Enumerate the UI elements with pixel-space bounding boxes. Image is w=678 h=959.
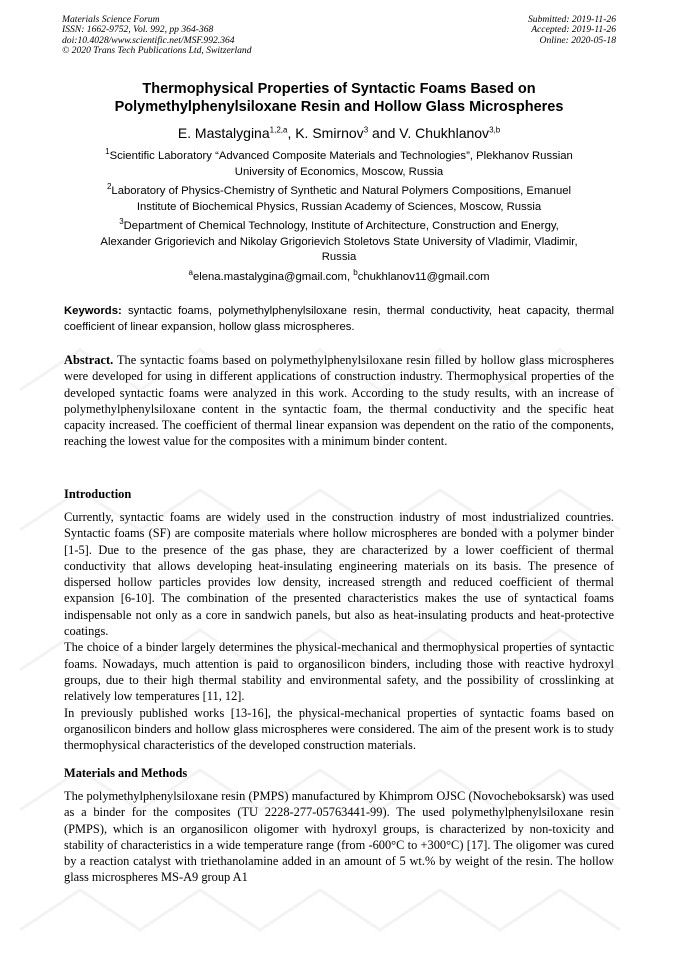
author-name: V. Chukhlanov — [399, 125, 490, 141]
author-name: E. Mastalygina — [177, 125, 270, 141]
section-heading-introduction: Introduction — [64, 487, 132, 501]
affiliation-text: Alexander Grigorievich and Nikolay Grigorievich Stoletovs State University of Vladimir, Vladimir, — [100, 235, 578, 248]
journal-info — [62, 15, 252, 56]
affiliation-text: Department of Chemical Technology, Institute of Architecture, Construction and Energy, — [123, 220, 559, 232]
submitted-date: Submitted: 2019-11-26 — [527, 14, 616, 25]
doi-line[interactable]: doi:10.4028/www.scientific.net/MSF.992.364 — [62, 34, 235, 46]
contact-emails — [62, 270, 616, 285]
email-mark: b — [353, 268, 358, 278]
abstract-text: The syntactic foams based on polymethylphenylsiloxane resin filled by hollow glass microspheres were developed for using in different applications of construction industry. Thermophysical properties of the developed syntactic foams were analyzed in this work. According to the study results, with an increase of polymethylphenylsiloxane content in the syntactic foam, the thermal conductivity and the specific heat capacity increased. The coefficient of thermal linear expansion was dependent on the ratio of the components, reaching the lowest value for the composites with a minimum binder content. — [64, 353, 614, 449]
author-affiliation-mark: 1,2,a — [269, 125, 288, 135]
accepted-date: Accepted: 2019-11-26 — [531, 24, 616, 36]
affiliation-text: University of Economics, Moscow, Russia — [234, 165, 444, 178]
affiliation-text: Laboratory of Physics-Chemistry of Synthetic and Natural Polymers Compositions, Emanuel — [111, 185, 572, 197]
abstract-block — [64, 352, 614, 450]
paragraph: The polymethylphenylsiloxane resin (PMPS) manufactured by Khimprom OJSC (Novocheboksarsk) was used as a binder for the composites (TU 2228-277-05763441-99). The used polymethylphenylsiloxane resin (PMPS), which is an organosilicon oligomer with hydroxyl groups, is characterized by non-toxicity and stability of characteristics in a wide temperature range (from -600°C to +300°C) [17]. The oligomer was cured by a reaction catalyst with triethanolamine added in an amount of 5 wt.% by weight of the resin. The hollow glass microspheres MS-A9 group A1 — [64, 789, 614, 885]
copyright-line: © 2020 Trans Tech Publications Ltd, Switzerland — [62, 44, 252, 56]
author-affiliation-mark: 3,b — [489, 125, 501, 135]
affiliation-2 — [62, 184, 616, 215]
author-name: K. Smirnov — [295, 125, 364, 141]
affiliation-number: 2 — [106, 182, 112, 192]
paragraph: The choice of a binder largely determines the physical-mechanical and thermophysical properties of syntactic foams. Nowadays, much attention is paid to organosilicon binders, including those with reactive hydroxyl groups, due to their high thermal stability and environmental safety, and the possibility of crosslinking at relatively low temperatures [11, 12]. — [64, 640, 614, 704]
author-list — [40, 124, 638, 142]
affiliation-1 — [62, 149, 616, 180]
keywords-text: syntactic foams, polymethylphenylsiloxane resin, thermal conductivity, heat capacity, thermal coefficient of linear expansion, hollow glass microspheres. — [64, 305, 614, 333]
online-date: Online: 2020-05-18 — [539, 34, 616, 46]
paragraph: In previously published works [13-16], the physical-mechanical properties of syntactic foams based on organosilicon binders and hollow glass microspheres were considered. The aim of the present work is to study thermophysical characteristics of the developed construction materials. — [64, 705, 614, 753]
methods-body — [64, 788, 614, 886]
affiliation-number: 1 — [105, 147, 110, 157]
email-mark: a — [188, 268, 193, 278]
email-link[interactable]: elena.mastalygina@gmail.com — [192, 271, 347, 283]
issn-line: ISSN: 1662-9752, Vol. 992, pp 364-368 — [62, 24, 214, 36]
email-link[interactable]: chukhlanov11@gmail.com — [357, 271, 490, 283]
email-separator: , — [346, 271, 354, 283]
affiliation-text: Russia — [321, 251, 357, 263]
paragraph: Currently, syntactic foams are widely used in the construction industry of most industrialized countries. Syntactic foams (SF) are composite materials where hollow microspheres are bonded with a polymer binder [1-5]. Due to the presence of the gas phase, they are characterized by a lower coefficient of thermal conductivity that allows developing heat-insulating engineering materials on its basis. The presence of dispersed hollow particles provides low density, increased strength and reduced coefficient of thermal expansion [6-10]. The combination of the presented characteristics makes the use of syntactical foams indispensable not only as a core in sandwich panels, but also as heat-insulating products and heat-protective coatings. — [64, 510, 614, 639]
keywords-label: Keywords: — [64, 305, 122, 317]
keywords-block — [64, 304, 614, 335]
title-line-1: Thermophysical Properties of Syntactic Foams Based on — [142, 81, 536, 97]
author-separator: , — [287, 125, 296, 141]
introduction-body — [64, 509, 614, 753]
section-heading-methods: Materials and Methods — [64, 766, 188, 780]
abstract-label: Abstract. — [64, 353, 114, 367]
title-line-2: Polymethylphenylsiloxane Resin and Hollow Glass Microspheres — [114, 99, 564, 115]
author-separator: and — [368, 125, 400, 141]
paper-title — [40, 80, 638, 116]
affiliation-number: 3 — [119, 217, 124, 227]
affiliation-3 — [62, 219, 616, 266]
journal-name: Materials Science Forum — [62, 14, 160, 25]
publication-dates — [528, 15, 616, 46]
affiliation-text: Scientific Laboratory “Advanced Composite Materials and Technologies”, Plekhanov Russian — [109, 150, 573, 162]
affiliation-text: Institute of Biochemical Physics, Russian Academy of Sciences, Moscow, Russia — [136, 200, 542, 213]
author-affiliation-mark: 3 — [363, 125, 369, 135]
